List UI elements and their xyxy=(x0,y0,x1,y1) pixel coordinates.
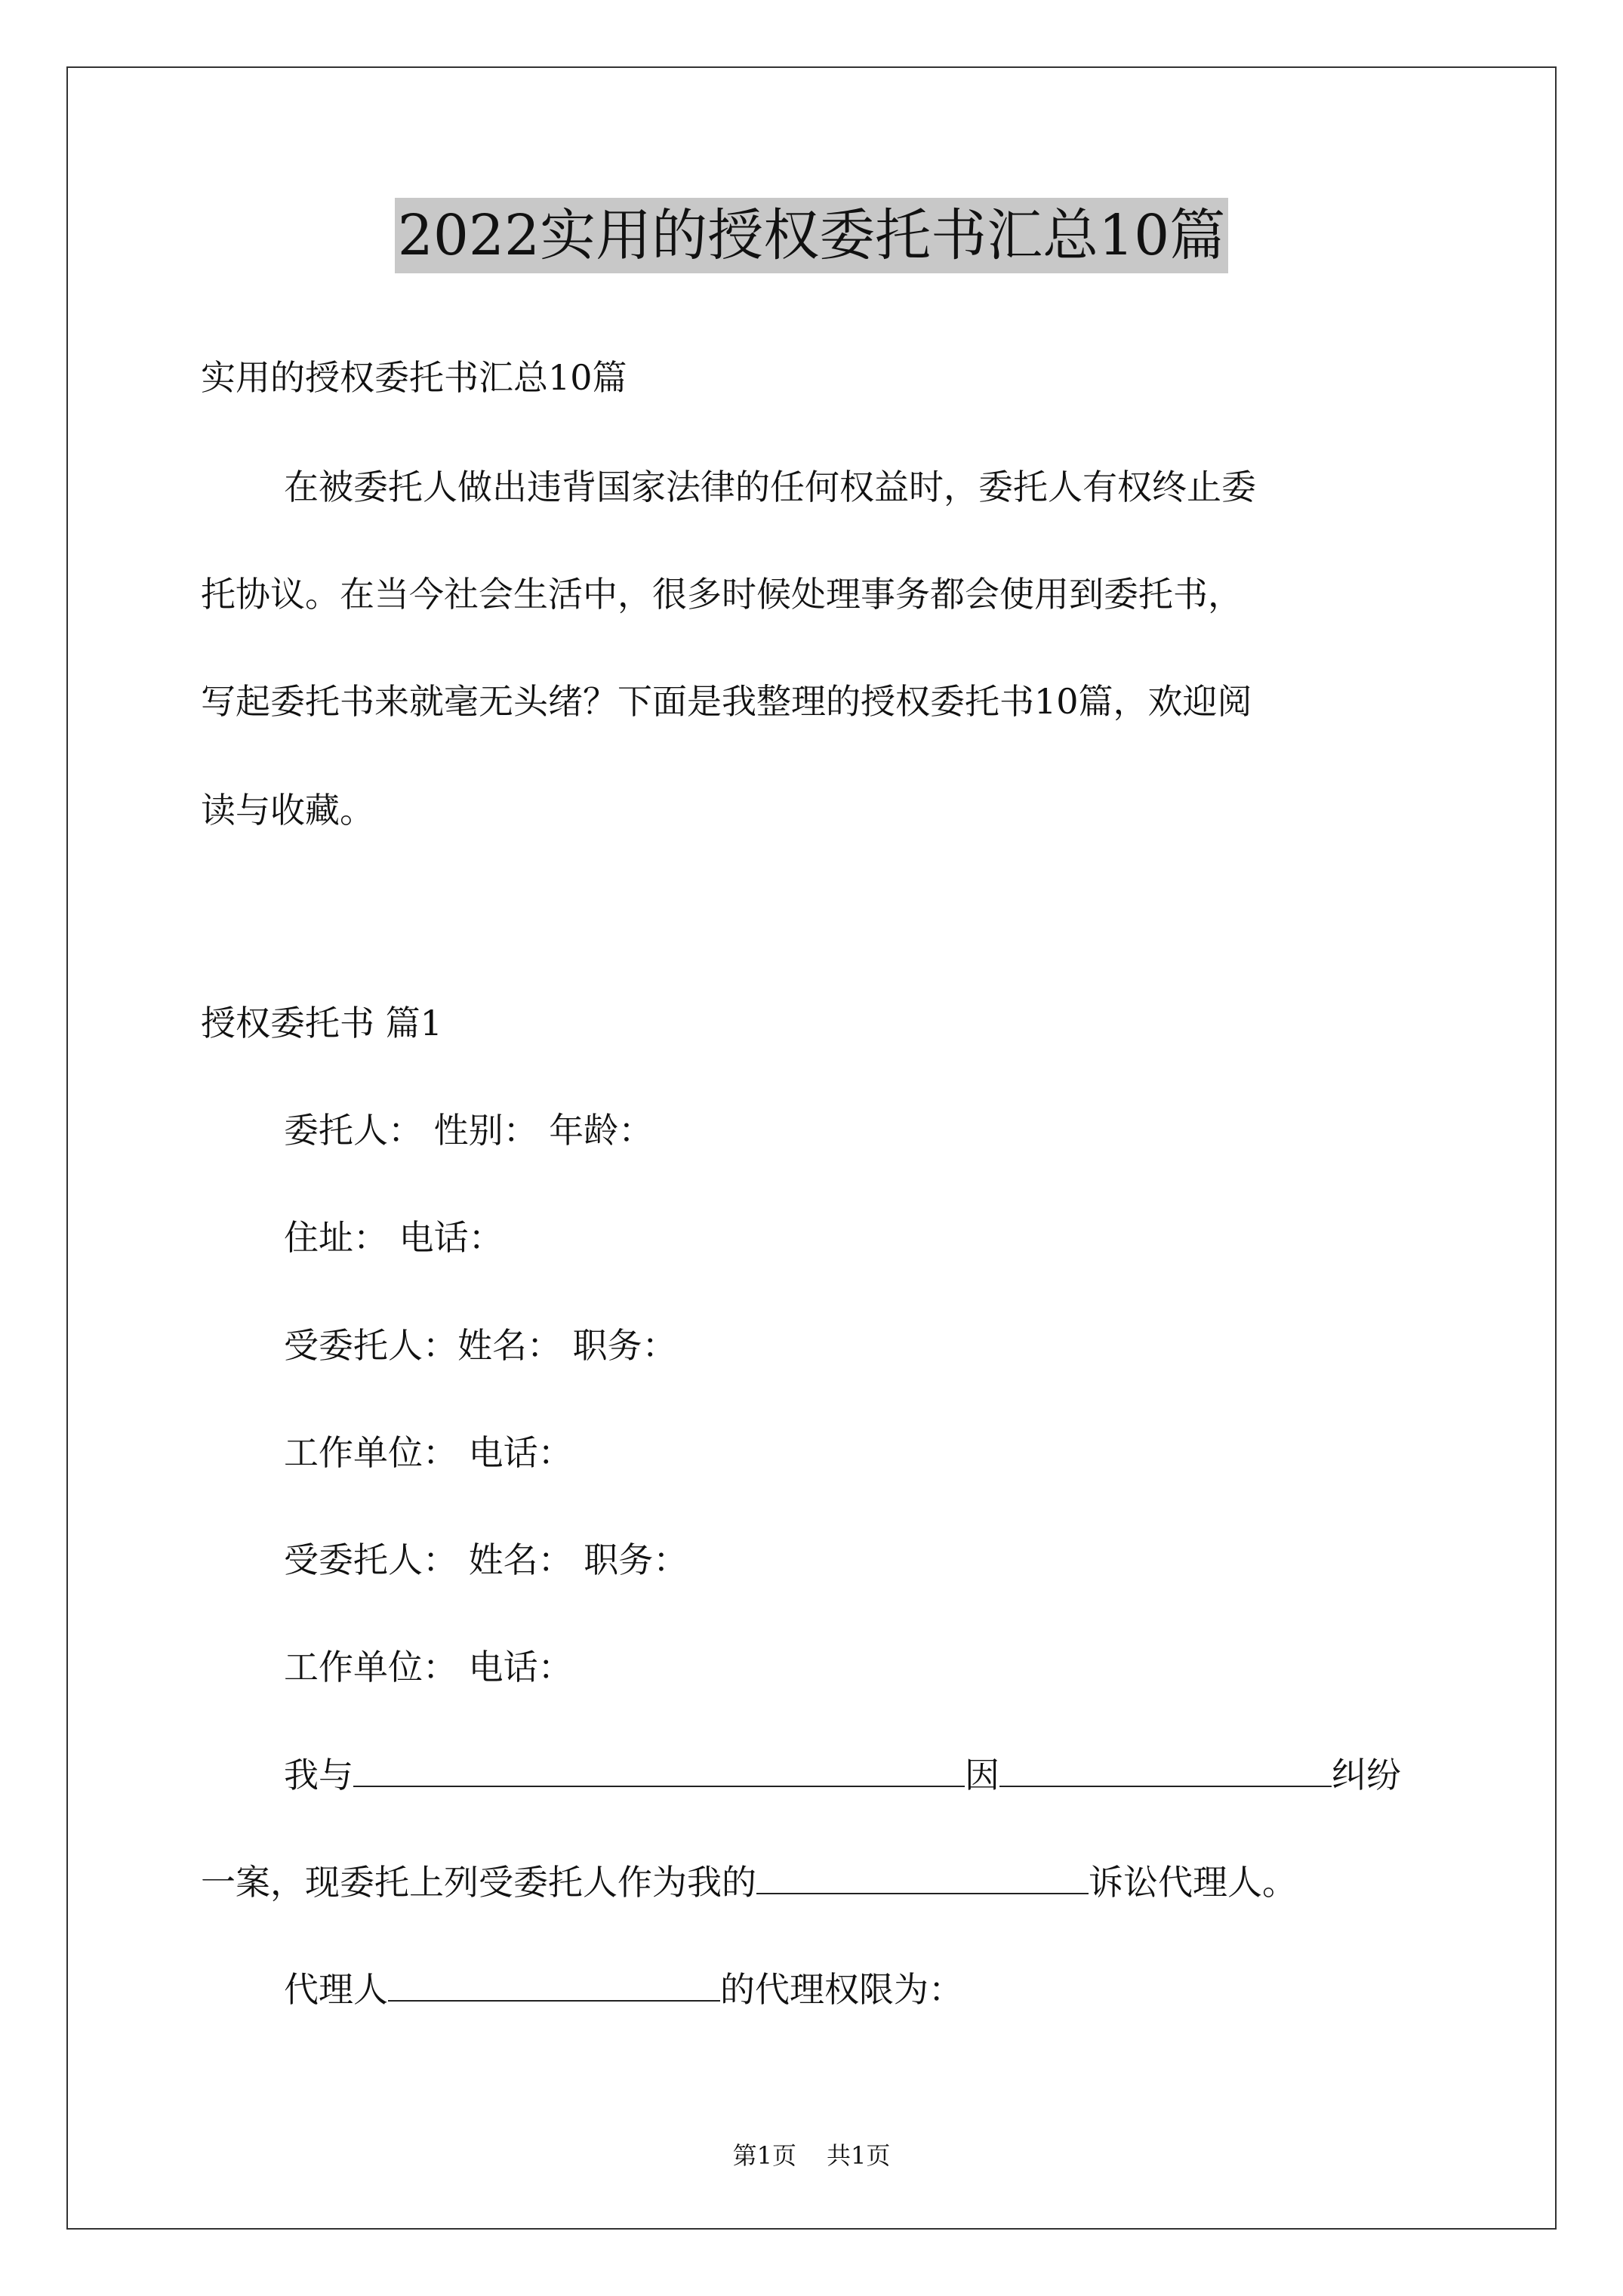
field-agent-1: 受委托人：姓名： 职务： xyxy=(284,1325,677,1366)
page-footer xyxy=(0,2140,1623,2171)
blank-party xyxy=(353,1752,965,1787)
field-agent-2: 受委托人： 姓名： 职务： xyxy=(284,1539,688,1580)
case-line-2-part2: 诉讼代理人。 xyxy=(1089,1862,1297,1903)
title-container xyxy=(0,198,1623,273)
field-work-unit-2: 工作单位： 电话： xyxy=(284,1647,573,1687)
case-line-1-part1: 我与 xyxy=(284,1755,353,1795)
blank-agent xyxy=(388,1967,720,2002)
agent-line-part2: 的代理权限为： xyxy=(720,1969,963,2010)
case-line-1 xyxy=(284,1752,1401,1798)
page-number: 第1页 xyxy=(732,2141,796,2170)
case-line-1-part2: 因 xyxy=(965,1755,999,1795)
case-line-2 xyxy=(201,1860,1297,1905)
intro-line-1: 在被委托人做出违背国家法律的任何权益时，委托人有权终止委 xyxy=(284,467,1256,507)
page-total: 共1页 xyxy=(827,2141,891,2170)
field-client: 委托人： 性别： 年龄： xyxy=(284,1110,654,1151)
blank-instance xyxy=(756,1860,1089,1894)
field-address: 住址： 电话： xyxy=(284,1217,504,1258)
agent-line xyxy=(284,1967,963,2012)
field-work-unit-1: 工作单位： 电话： xyxy=(284,1432,573,1473)
section-heading: 授权委托书 篇1 xyxy=(201,1003,442,1043)
case-line-2-part1: 一案，现委托上列受委托人作为我的 xyxy=(201,1862,756,1903)
document-title: 2022实用的授权委托书汇总10篇 xyxy=(395,198,1229,273)
agent-line-part1: 代理人 xyxy=(284,1969,388,2010)
case-line-1-part3: 纠纷 xyxy=(1332,1755,1401,1795)
intro-line-3: 写起委托书来就毫无头绪？下面是我整理的授权委托书10篇，欢迎阅 xyxy=(201,681,1252,722)
document-subtitle: 实用的授权委托书汇总10篇 xyxy=(201,357,627,398)
blank-dispute xyxy=(999,1752,1332,1787)
intro-line-2: 托协议。在当今社会生活中，很多时候处理事务都会使用到委托书， xyxy=(201,574,1243,615)
intro-line-4: 读与收藏。 xyxy=(201,790,374,831)
